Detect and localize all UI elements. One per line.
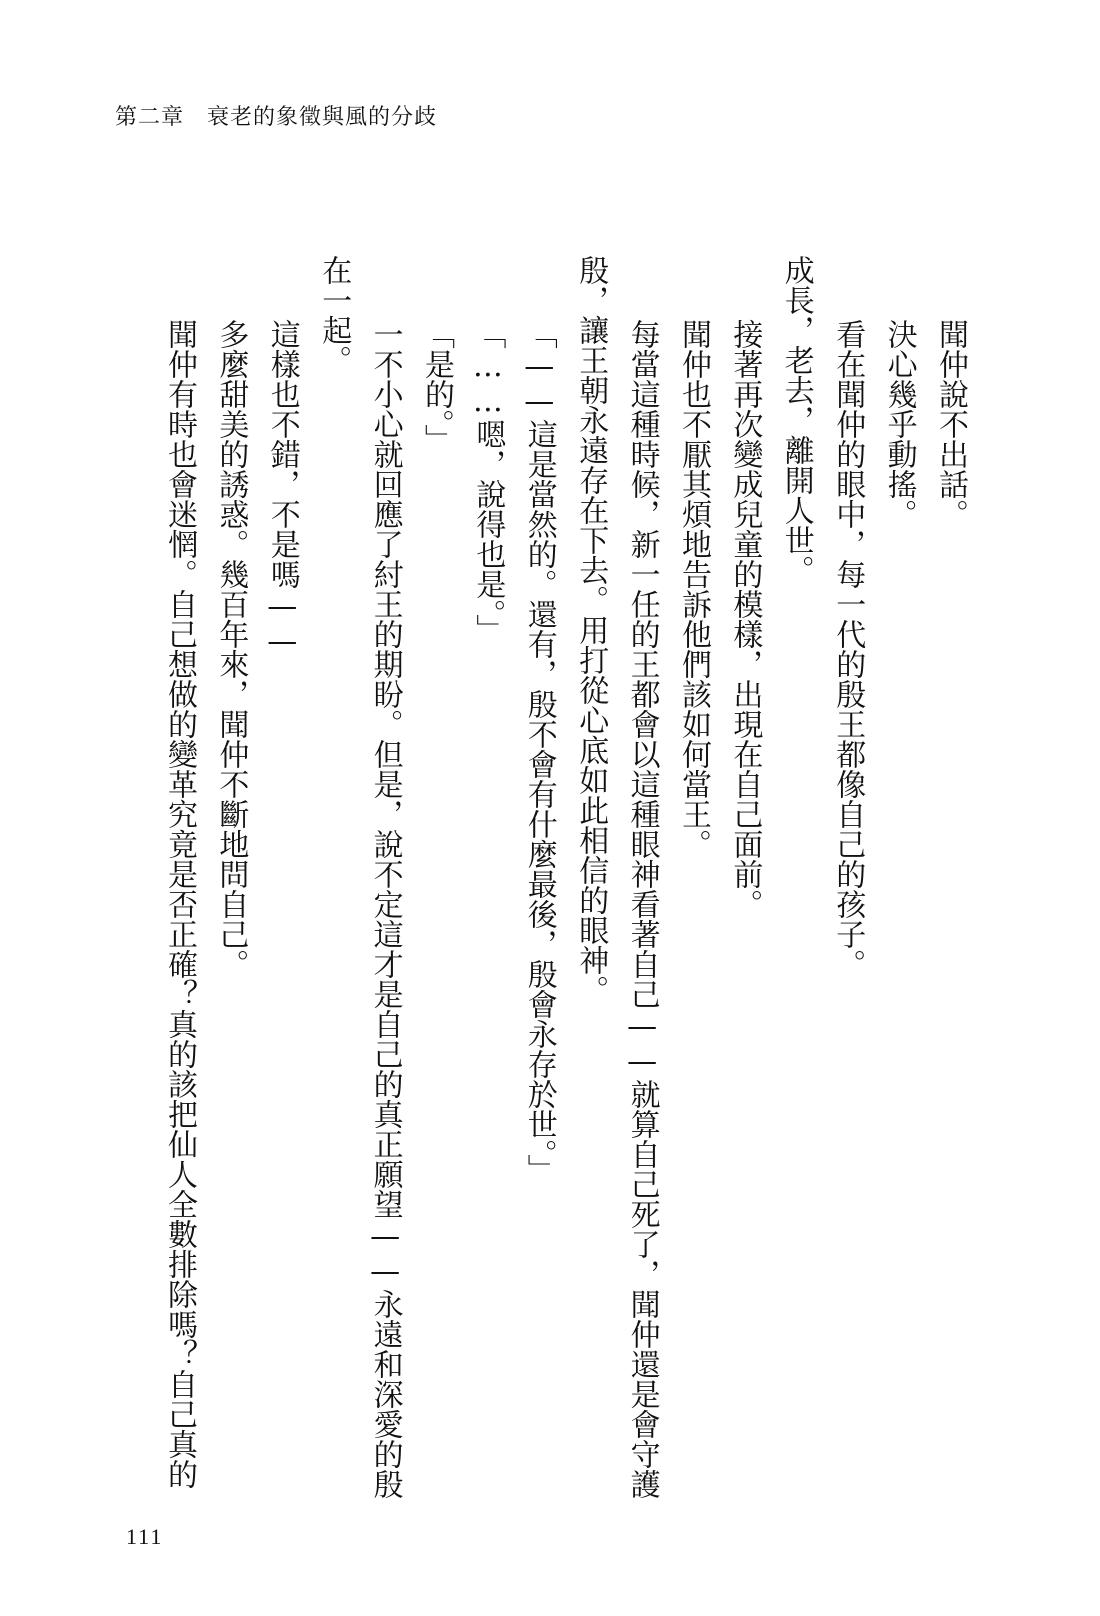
- page-number: 111: [126, 1524, 164, 1549]
- text-column: 聞仲也不厭其煩地告訴他們該如何當王。: [676, 318, 711, 859]
- text-column: 成長，老去，離開人世。: [778, 255, 814, 585]
- text-column: 一不小心就回應了紂王的期盼。但是，說不定這才是自己的真正願望——永遠和深愛的殷: [367, 318, 403, 1499]
- running-head-chapter-title: 第二章 衰老的象徵與風的分歧: [115, 105, 438, 130]
- text-column: 聞仲有時也會迷惘。自己想做的變革究竟是否正確？真的該把仙人全數排除嗎？自己真的: [162, 318, 197, 1489]
- text-column: 決心幾乎動搖。: [881, 318, 917, 529]
- text-column: 殷，讓王朝永遠存在下去。用打從心底如此相信的眼神。: [573, 255, 609, 1005]
- text-column: 在一起。: [316, 255, 352, 375]
- text-column: 接著再次變成兒童的模樣，出現在自己面前。: [727, 318, 763, 919]
- text-column: 看在聞仲的眼中，每一代的殷王都像自己的孩子。: [830, 318, 866, 979]
- text-column: 聞仲說不出話。: [933, 318, 968, 529]
- text-column: 「……嗯，說得也是。」: [470, 318, 506, 644]
- text-column: 多麼甜美的誘惑。幾百年來，聞仲不斷地問自己。: [213, 318, 249, 979]
- text-column: 這樣也不錯，不是嗎——: [264, 318, 300, 659]
- text-column: 「是的。」: [419, 318, 454, 454]
- text-column: 每當這種時候，新一任的王都會以這種眼神看著自己——就算自己死了，聞仲還是會守護: [624, 318, 660, 1499]
- text-column: 「——這是當然的。還有，殷不會有什麼最後，殷會永存於世。」: [521, 318, 557, 1184]
